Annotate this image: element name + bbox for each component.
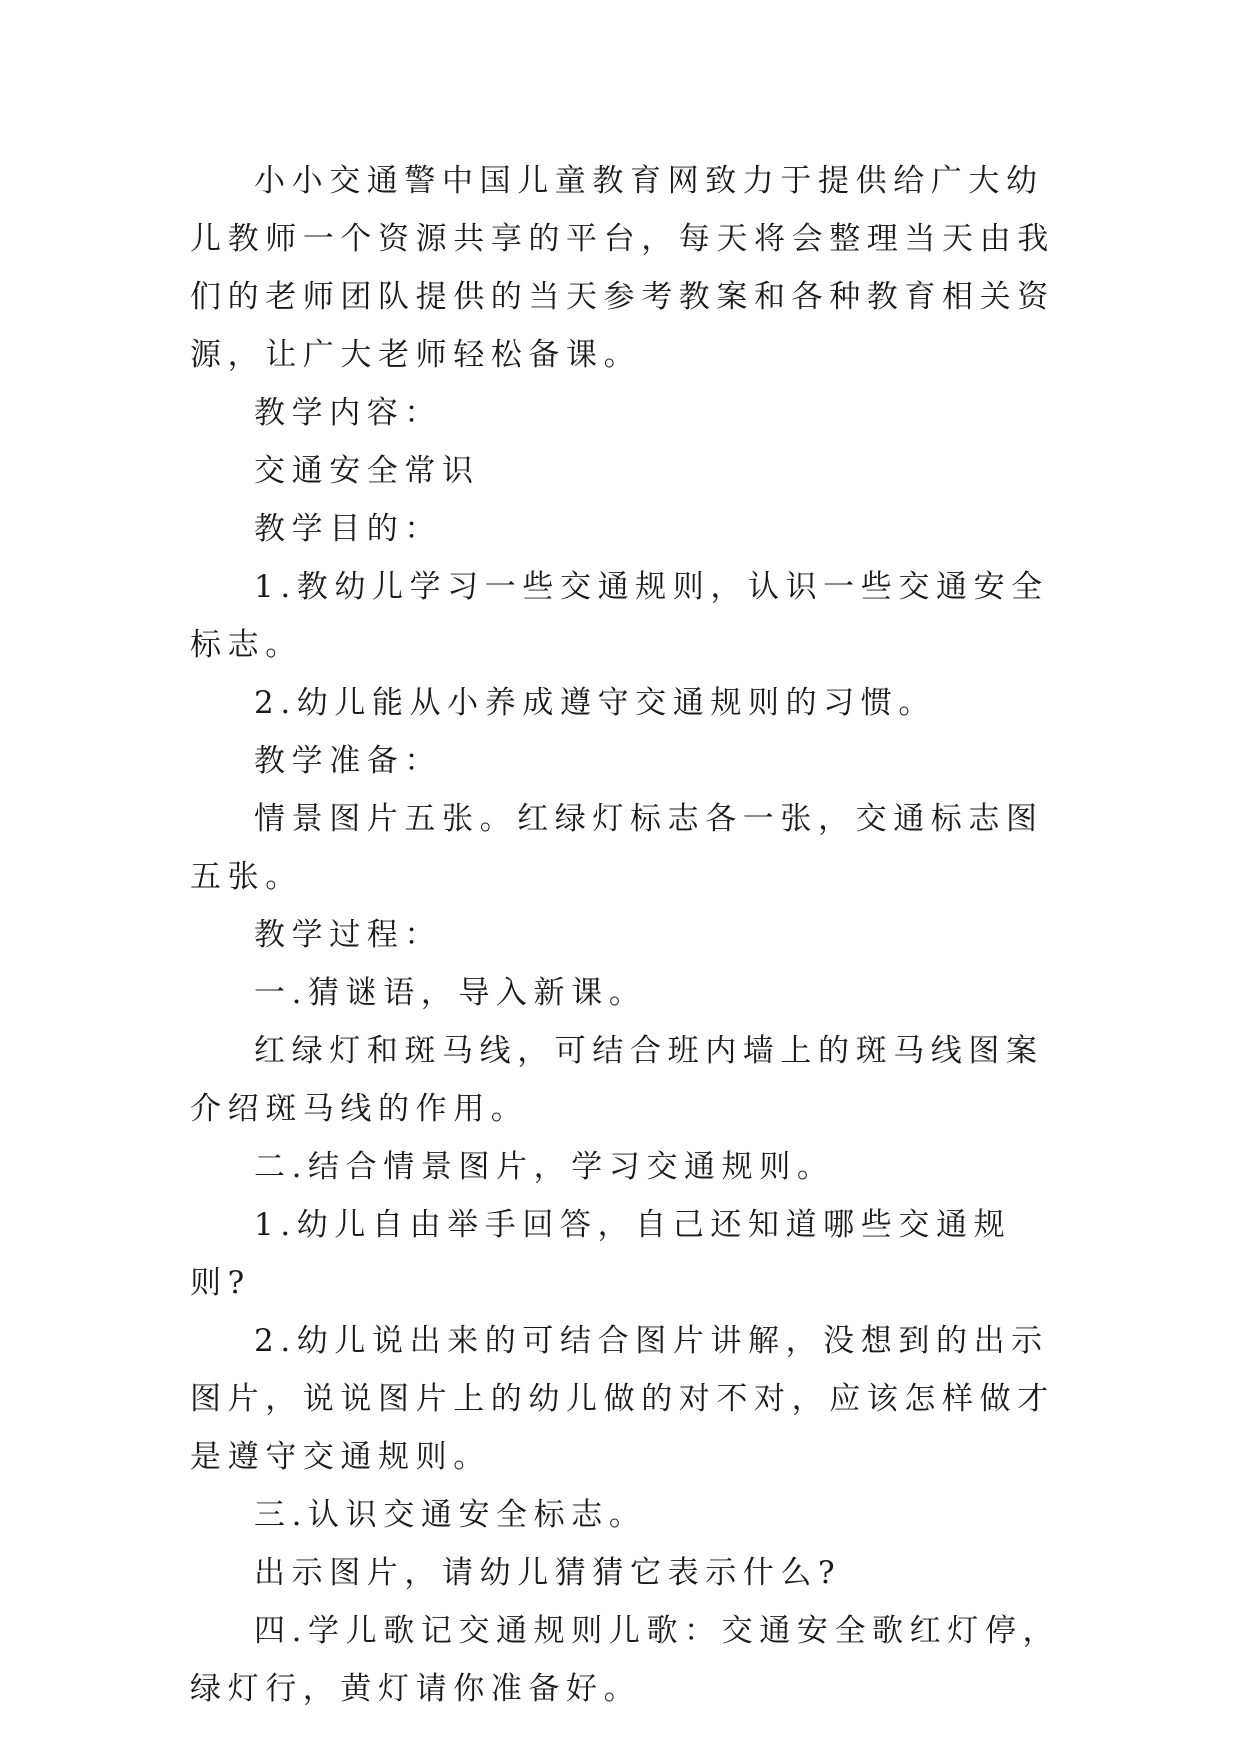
prep-heading: 教学准备： <box>254 743 442 779</box>
step-2-item-1: 1.幼儿自由举手回答，自己还知道哪些交通规则? <box>190 1207 1012 1301</box>
step-3-body: 出示图片，请幼儿猜猜它表示什么? <box>254 1555 842 1591</box>
step-2-heading: 二.结合情景图片，学习交通规则。 <box>254 1149 835 1185</box>
document-body <box>190 152 1070 1718</box>
step-4-heading: 四.学儿歌记交通规则儿歌：交通安全歌红灯停，绿灯行，黄灯请你准备好。 <box>190 1613 1061 1707</box>
process-heading: 教学过程： <box>254 917 442 953</box>
goal-item-1: 1.教幼儿学习一些交通规则，认识一些交通安全标志。 <box>190 569 1049 663</box>
content-heading: 教学内容： <box>254 395 442 431</box>
step-2-item-2: 2.幼儿说出来的可结合图片讲解，没想到的出示图片，说说图片上的幼儿做的对不对，应该怎样做才是遵守交通规则。 <box>190 1323 1055 1475</box>
step-1-body: 红绿灯和斑马线，可结合班内墙上的斑马线图案介绍斑马线的作用。 <box>190 1033 1044 1127</box>
intro-paragraph: 小小交通警中国儿童教育网致力于提供给广大幼儿教师一个资源共享的平台，每天将会整理当天由我们的老师团队提供的当天参考教案和各种教育相关资源，让广大老师轻松备课。 <box>190 163 1055 373</box>
step-1-heading: 一.猜谜语，导入新课。 <box>254 975 647 1011</box>
goal-item-2: 2.幼儿能从小养成遵守交通规则的习惯。 <box>254 685 936 721</box>
goal-heading: 教学目的： <box>254 511 442 547</box>
prep-body: 情景图片五张。红绿灯标志各一张，交通标志图五张。 <box>190 801 1044 895</box>
step-3-heading: 三.认识交通安全标志。 <box>254 1497 647 1533</box>
content-body: 交通安全常识 <box>254 453 480 489</box>
